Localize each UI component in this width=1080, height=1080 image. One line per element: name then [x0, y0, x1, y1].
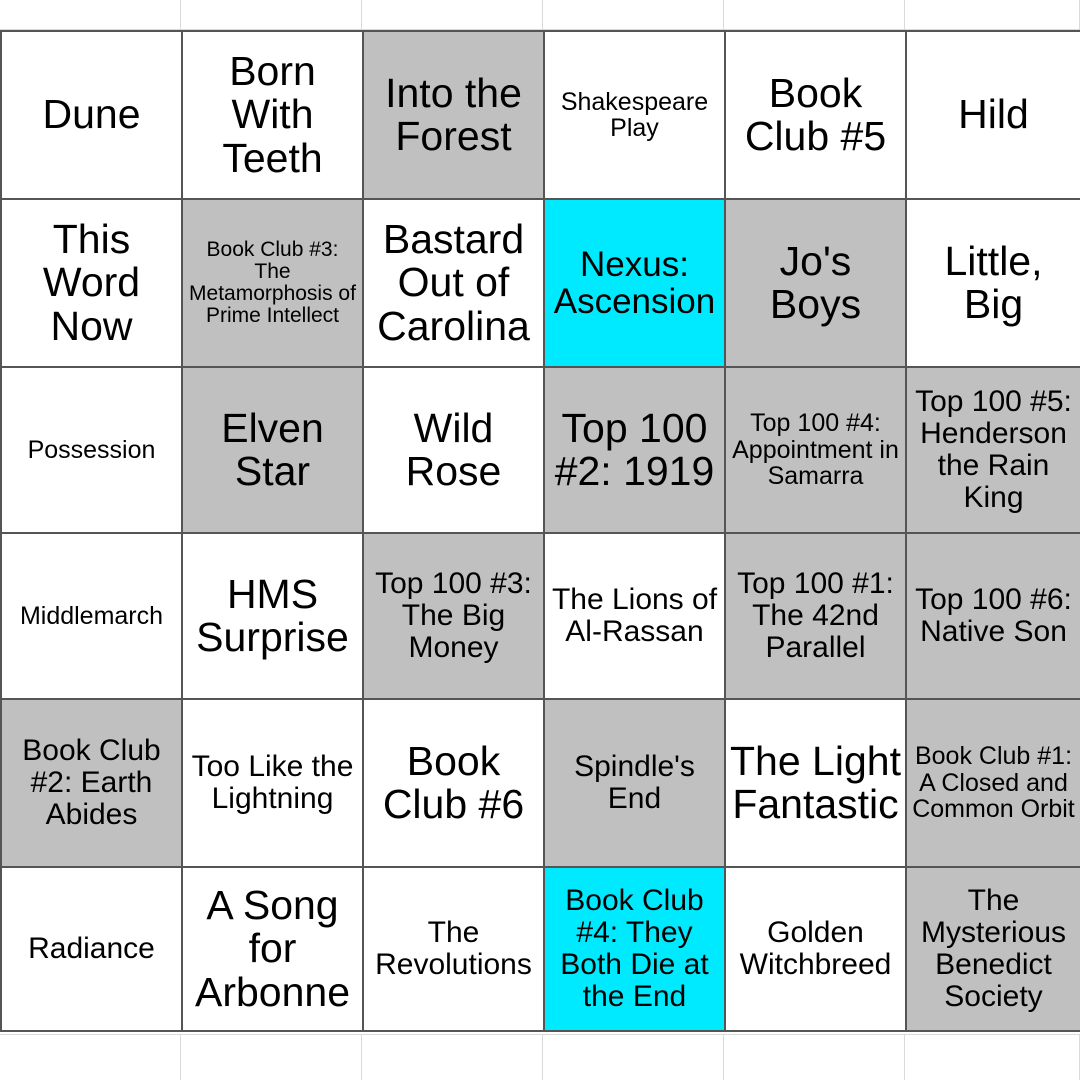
grid-line-cell — [181, 1034, 362, 1080]
grid-line-cell — [181, 0, 362, 30]
bingo-cell-1-5[interactable] — [906, 199, 1080, 367]
grid-line-cell — [905, 1034, 1080, 1080]
bingo-cell-label: Book Club #4: They Both Die at the End — [560, 884, 709, 1013]
bingo-cell-label: Book Club #3: The Metamorphosis of Prime Intellect — [189, 237, 356, 328]
bingo-cell-label: Born With Teeth — [222, 47, 323, 181]
bottom-grid-strip — [0, 1034, 1080, 1080]
bingo-cell-2-0[interactable] — [1, 367, 182, 533]
grid-line-cell — [0, 0, 181, 30]
bingo-cell-2-2[interactable] — [363, 367, 544, 533]
bingo-cell-1-2[interactable] — [363, 199, 544, 367]
bingo-cell-1-3[interactable] — [544, 199, 725, 367]
bingo-cell-1-1[interactable] — [182, 199, 363, 367]
bingo-cell-3-3[interactable] — [544, 533, 725, 699]
bingo-cell-label: Top 100 #5: Henderson the Rain King — [915, 385, 1072, 514]
bingo-cell-2-3[interactable] — [544, 367, 725, 533]
bingo-cell-3-1[interactable] — [182, 533, 363, 699]
bingo-row — [1, 533, 1080, 699]
bingo-cell-0-1[interactable] — [182, 31, 363, 199]
bingo-cell-label: Top 100 #3: The Big Money — [375, 567, 532, 664]
bingo-cell-3-2[interactable] — [363, 533, 544, 699]
bingo-grid — [0, 30, 1080, 1032]
bingo-cell-label: The Mysterious Benedict Society — [920, 884, 1067, 1013]
bingo-cell-5-1[interactable] — [182, 867, 363, 1031]
bingo-cell-2-4[interactable] — [725, 367, 906, 533]
bingo-cell-label: Dune — [42, 91, 141, 138]
bingo-cell-label: Spindle's End — [574, 750, 695, 815]
bingo-cell-label: HMS Surprise — [196, 570, 349, 660]
bingo-grid-body — [1, 31, 1080, 1031]
bingo-row — [1, 31, 1080, 199]
grid-line-cell — [724, 1034, 905, 1080]
bingo-cell-label: This Word Now — [42, 215, 141, 349]
bingo-cell-4-1[interactable] — [182, 699, 363, 867]
grid-line-cell — [0, 1034, 181, 1080]
bingo-cell-label: Bastard Out of Carolina — [377, 215, 530, 349]
bingo-cell-label: Middlemarch — [19, 601, 164, 630]
bingo-cell-label: Top 100 #4: Appointment in Samarra — [732, 409, 899, 491]
bingo-cell-5-5[interactable] — [906, 867, 1080, 1031]
grid-line-cell — [905, 0, 1080, 30]
top-grid-strip — [0, 0, 1080, 30]
bingo-cell-1-4[interactable] — [725, 199, 906, 367]
bingo-cell-label: Book Club #5 — [744, 69, 887, 159]
bingo-cell-0-0[interactable] — [1, 31, 182, 199]
bingo-cell-0-4[interactable] — [725, 31, 906, 199]
grid-line-cell — [724, 0, 905, 30]
bingo-cell-5-2[interactable] — [363, 867, 544, 1031]
bingo-cell-3-5[interactable] — [906, 533, 1080, 699]
bingo-cell-4-3[interactable] — [544, 699, 725, 867]
bingo-cell-label: Wild Rose — [405, 404, 502, 494]
bingo-cell-label: Radiance — [28, 932, 155, 966]
bingo-cell-4-2[interactable] — [363, 699, 544, 867]
bingo-cell-label: Top 100 #1: The 42nd Parallel — [737, 567, 894, 664]
bingo-cell-0-2[interactable] — [363, 31, 544, 199]
bingo-cell-label: Book Club #1: A Closed and Common Orbit — [912, 742, 1075, 824]
bingo-cell-2-1[interactable] — [182, 367, 363, 533]
bingo-cell-label: The Revolutions — [375, 916, 532, 981]
bingo-cell-5-3[interactable] — [544, 867, 725, 1031]
bingo-cell-4-0[interactable] — [1, 699, 182, 867]
bingo-cell-label: Jo's Boys — [769, 237, 862, 327]
bingo-cell-1-0[interactable] — [1, 199, 182, 367]
grid-line-cell — [543, 1034, 724, 1080]
bingo-cell-0-5[interactable] — [906, 31, 1080, 199]
bingo-cell-3-4[interactable] — [725, 533, 906, 699]
bingo-cell-label: Golden Witchbreed — [739, 916, 892, 981]
bingo-cell-label: Book Club #2: Earth Abides — [22, 734, 161, 831]
bingo-cell-label: Hild — [958, 91, 1029, 138]
bingo-cell-3-0[interactable] — [1, 533, 182, 699]
bingo-cell-5-4[interactable] — [725, 867, 906, 1031]
bingo-cell-label: Nexus: Ascension — [553, 244, 716, 321]
bingo-cell-label: Too Like the Lightning — [191, 750, 354, 815]
bingo-cell-label: Top 100 #6: Native Son — [915, 583, 1072, 648]
grid-line-cell — [362, 1034, 543, 1080]
bingo-row — [1, 367, 1080, 533]
bingo-row — [1, 699, 1080, 867]
bingo-cell-label: Top 100 #2: 1919 — [554, 404, 715, 494]
grid-line-cell — [543, 0, 724, 30]
bingo-cell-label: Elven Star — [221, 404, 324, 494]
bingo-cell-5-0[interactable] — [1, 867, 182, 1031]
bingo-cell-label: The Light Fantastic — [730, 737, 901, 827]
bingo-cell-label: A Song for Arbonne — [194, 881, 350, 1015]
bingo-row — [1, 199, 1080, 367]
bingo-cell-label: Little, Big — [944, 237, 1043, 327]
bingo-cell-0-3[interactable] — [544, 31, 725, 199]
bingo-cell-4-4[interactable] — [725, 699, 906, 867]
bingo-cell-label: The Lions of Al-Rassan — [551, 583, 718, 648]
bingo-cell-label: Into the Forest — [385, 69, 522, 159]
bingo-cell-4-5[interactable] — [906, 699, 1080, 867]
grid-line-cell — [362, 0, 543, 30]
bingo-cell-2-5[interactable] — [906, 367, 1080, 533]
bingo-cell-label: Possession — [27, 435, 156, 464]
bingo-row — [1, 867, 1080, 1031]
bingo-cell-label: Shakespeare Play — [560, 87, 709, 142]
bingo-cell-label: Book Club #6 — [382, 737, 525, 827]
